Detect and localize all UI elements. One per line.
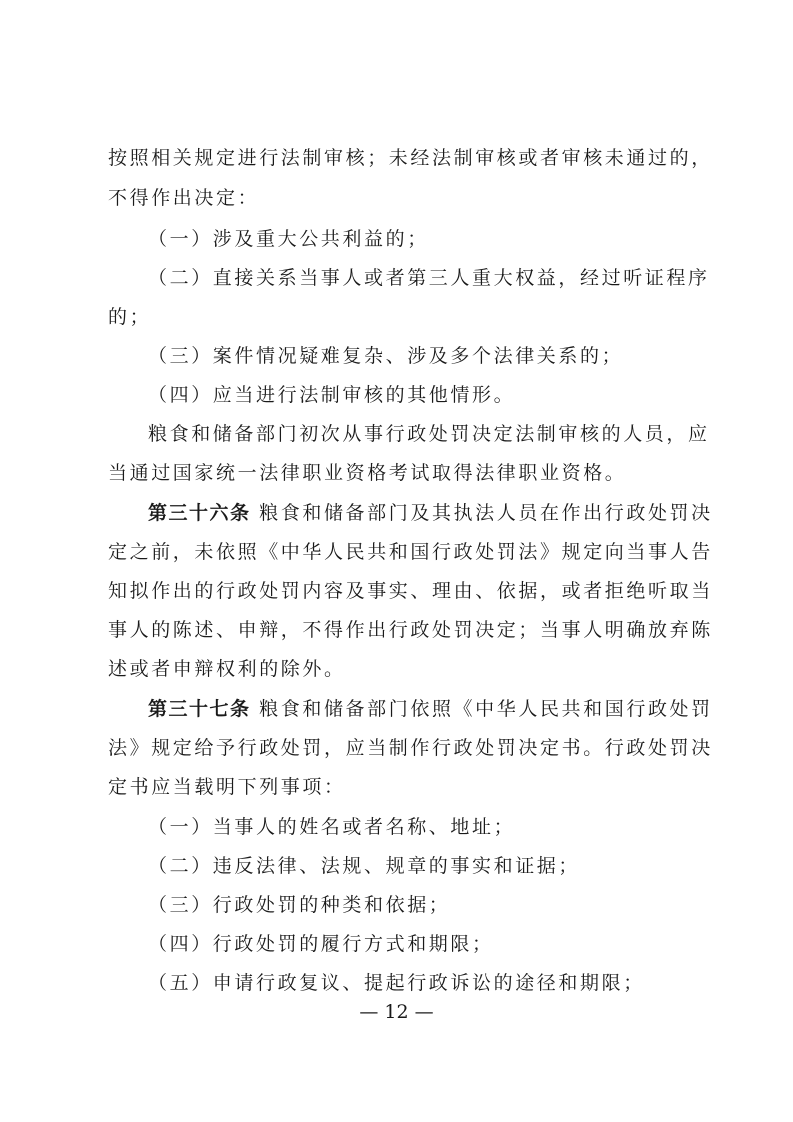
text-line: 事人的陈述、申辩，不得作出行政处罚决定；当事人明确放弃陈 — [108, 619, 713, 641]
list-item: （三）案件情况疑难复杂、涉及多个法律关系的； — [148, 345, 624, 367]
text-line: 定之前，未依照《中华人民共和国行政处罚法》规定向当事人告 — [108, 541, 713, 563]
list-item: （四）行政处罚的履行方式和期限； — [148, 933, 494, 955]
text-line: 当通过国家统一法律职业资格考试取得法律职业资格。 — [108, 462, 627, 484]
text-line: 定书应当载明下列事项： — [108, 776, 346, 798]
article-37-heading: 第三十七条 — [148, 698, 251, 720]
text-line: 的； — [108, 306, 152, 328]
list-item: （二）违反法律、法规、规章的事实和证据； — [148, 855, 581, 877]
text-line: 不得作出决定： — [108, 187, 260, 209]
text-line: 法》规定给予行政处罚，应当制作行政处罚决定书。行政处罚决 — [108, 737, 713, 759]
text-line: 述或者申辩权利的除外。 — [108, 658, 346, 680]
list-item: （五）申请行政复议、提起行政诉讼的途径和期限； — [148, 972, 645, 994]
list-item: （一）当事人的姓名或者名称、地址； — [148, 816, 516, 838]
list-item: （二）直接关系当事人或者第三人重大权益，经过听证程序 — [148, 267, 710, 289]
article-37-text: 粮食和储备部门依照《中华人民共和国行政处罚 — [259, 698, 713, 720]
article-36-heading: 第三十六条 — [148, 502, 251, 524]
text-line: 知拟作出的行政处罚内容及事实、理由、依据，或者拒绝听取当 — [108, 580, 713, 602]
list-item: （三）行政处罚的种类和依据； — [148, 894, 451, 916]
text-line: 按照相关规定进行法制审核；未经法制审核或者审核未通过的， — [108, 147, 713, 169]
list-item: （四）应当进行法制审核的其他情形。 — [148, 384, 516, 406]
page-number: — 12 — — [359, 1001, 434, 1023]
list-item: （一）涉及重大公共利益的； — [148, 228, 429, 250]
article-36-line — [148, 501, 713, 525]
article-36-text: 粮食和储备部门及其执法人员在作出行政处罚决 — [259, 502, 713, 524]
paragraph-line: 粮食和储备部门初次从事行政处罚决定法制审核的人员，应 — [148, 423, 710, 445]
article-37-line — [148, 697, 713, 721]
